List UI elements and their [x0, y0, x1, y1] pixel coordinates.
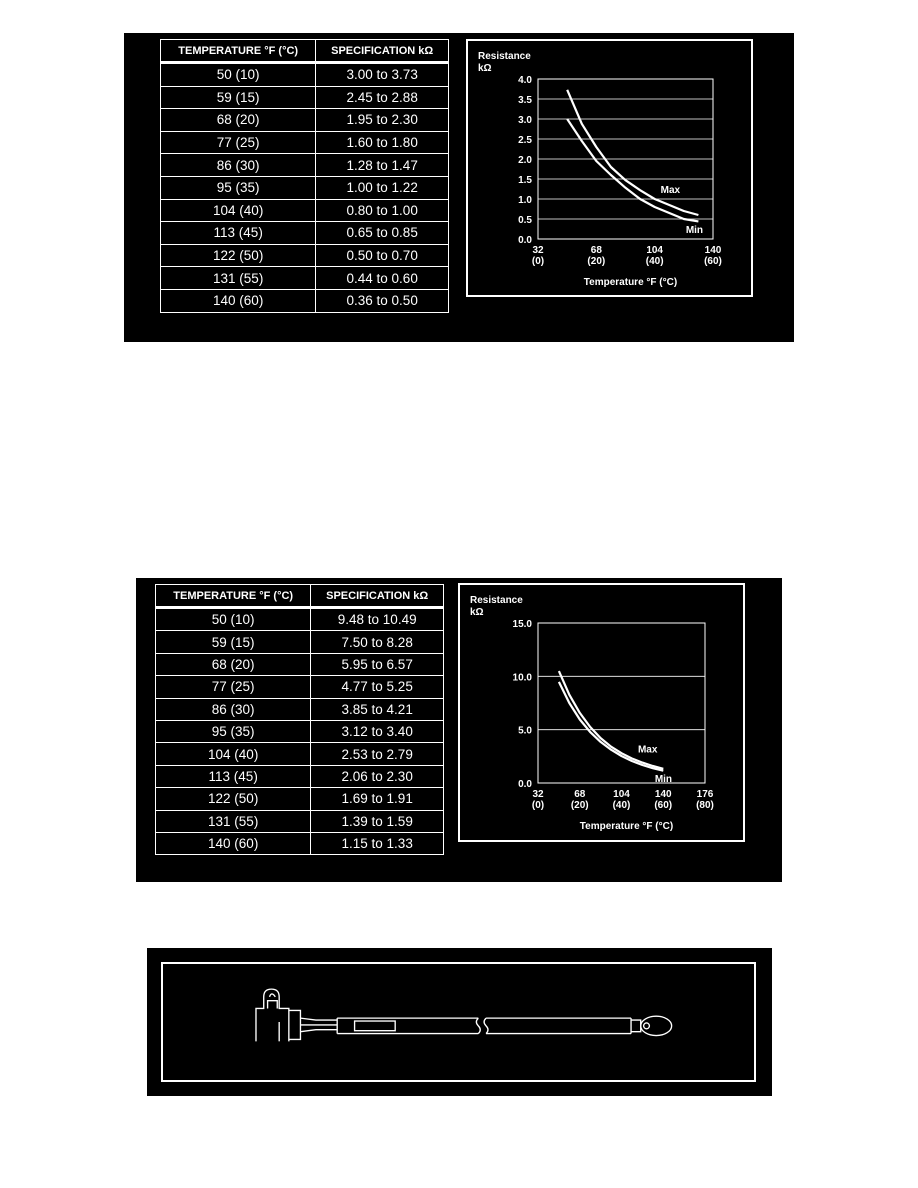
- temperature-cell: 59 (15): [161, 86, 316, 109]
- tube-break-left: [476, 1018, 480, 1033]
- sensor-tip-ring: [644, 1023, 650, 1029]
- x-tick-sublabel: (20): [587, 256, 606, 267]
- sensor-illustration-panel: [147, 948, 772, 1096]
- specification-cell: 1.15 to 1.33: [311, 832, 444, 854]
- connector-clip-icon: [270, 994, 276, 997]
- y-tick-label: 10.0: [512, 672, 532, 684]
- y-tick-label: 5.0: [518, 725, 532, 737]
- x-axis-label: Temperature °F (°C): [579, 821, 674, 832]
- table-row: [161, 289, 449, 312]
- x-tick-sublabel: (60): [654, 800, 673, 811]
- specification-cell: 4.77 to 5.25: [311, 676, 444, 698]
- resistance-chart-svg-1: [468, 41, 751, 295]
- specification-cell: 2.06 to 2.30: [311, 765, 444, 787]
- table-row: [156, 631, 444, 653]
- table-row: [156, 698, 444, 720]
- specification-cell: 2.45 to 2.88: [316, 86, 449, 109]
- table-row: [156, 832, 444, 854]
- y-tick-label: 4.0: [518, 75, 532, 86]
- temperature-column-header: TEMPERATURE °F (°C): [161, 40, 316, 63]
- temperature-cell: 50 (10): [161, 63, 316, 87]
- connector-body: [289, 1010, 301, 1039]
- sensor-tube-right: [486, 1018, 631, 1033]
- temperature-cell: 86 (30): [156, 698, 311, 720]
- y-tick-label: 0.0: [518, 235, 532, 246]
- sensor-bulb-tip: [641, 1016, 672, 1035]
- sensor-spec-panel-2: [136, 578, 782, 882]
- y-tick-label: 3.5: [518, 95, 532, 106]
- y-tick-label: 3.0: [518, 115, 532, 126]
- lead-wires: [300, 1018, 337, 1032]
- specification-cell: 1.39 to 1.59: [311, 810, 444, 832]
- y-tick-label: 2.5: [518, 135, 532, 146]
- sensor-label-plate: [355, 1021, 396, 1031]
- spec-table-1: [160, 39, 449, 313]
- specification-cell: 7.50 to 8.28: [311, 631, 444, 653]
- specification-column-header: SPECIFICATION kΩ: [316, 40, 449, 63]
- specification-cell: 3.12 to 3.40: [311, 720, 444, 742]
- temperature-cell: 86 (30): [161, 154, 316, 177]
- series-line-max: [567, 90, 698, 215]
- temperature-sensor-illustration: [163, 964, 754, 1080]
- series-label-min: Min: [685, 225, 704, 236]
- temperature-cell: 68 (20): [156, 653, 311, 675]
- temperature-cell: 122 (50): [161, 244, 316, 267]
- specification-cell: 0.44 to 0.60: [316, 267, 449, 290]
- resistance-chart-1: [466, 39, 753, 297]
- specification-cell: 2.53 to 2.79: [311, 743, 444, 765]
- specification-cell: 0.80 to 1.00: [316, 199, 449, 222]
- table-row: [161, 222, 449, 245]
- x-tick-label: 176: [696, 789, 714, 800]
- temperature-cell: 104 (40): [161, 199, 316, 222]
- table-row: [161, 199, 449, 222]
- tube-break-right: [484, 1018, 488, 1033]
- table-row: [156, 743, 444, 765]
- table-row: [156, 765, 444, 787]
- specification-column-header: SPECIFICATION kΩ: [311, 585, 444, 608]
- sensor-illustration-frame: [161, 962, 756, 1082]
- specification-cell: 5.95 to 6.57: [311, 653, 444, 675]
- temperature-cell: 50 (10): [156, 608, 311, 631]
- y-tick-label: 1.0: [518, 195, 532, 206]
- series-label-max: Max: [660, 185, 681, 196]
- table-row: [156, 653, 444, 675]
- resistance-chart-svg-2: [460, 585, 743, 840]
- connector-housing: [256, 989, 289, 1041]
- x-tick-sublabel: (0): [531, 800, 545, 811]
- specification-cell: 3.00 to 3.73: [316, 63, 449, 87]
- table-row: [156, 676, 444, 698]
- x-tick-label: 32: [532, 789, 544, 800]
- x-tick-label: 32: [532, 245, 544, 256]
- x-tick-label: 104: [646, 245, 664, 256]
- y-tick-label: 0.0: [518, 779, 532, 790]
- table-row: [161, 63, 449, 87]
- y-tick-label: 2.0: [518, 155, 532, 166]
- y-tick-label: 15.0: [512, 619, 532, 630]
- spec-table-2: [155, 584, 444, 855]
- x-tick-label: 104: [613, 789, 630, 800]
- table-row: [156, 810, 444, 832]
- x-tick-label: 68: [574, 789, 586, 800]
- temperature-cell: 68 (20): [161, 109, 316, 132]
- specification-cell: 3.85 to 4.21: [311, 698, 444, 720]
- temperature-cell: 95 (35): [161, 176, 316, 199]
- table-header-row: [161, 40, 449, 63]
- temperature-cell: 122 (50): [156, 788, 311, 810]
- table-row: [161, 176, 449, 199]
- x-tick-label: 68: [590, 245, 602, 256]
- temperature-cell: 113 (45): [156, 765, 311, 787]
- specification-cell: 1.95 to 2.30: [316, 109, 449, 132]
- temperature-cell: 104 (40): [156, 743, 311, 765]
- y-tick-label: 0.5: [518, 215, 532, 226]
- temperature-cell: 59 (15): [156, 631, 311, 653]
- series-line-min: [559, 682, 663, 771]
- x-axis-label: Temperature °F (°C): [583, 277, 678, 288]
- table-row: [161, 267, 449, 290]
- y-axis-unit: kΩ: [478, 63, 492, 74]
- table-header-row: [156, 585, 444, 608]
- temperature-column-header: TEMPERATURE °F (°C): [156, 585, 311, 608]
- specification-cell: 1.00 to 1.22: [316, 176, 449, 199]
- specification-cell: 9.48 to 10.49: [311, 608, 444, 631]
- table-row: [161, 154, 449, 177]
- sensor-spec-panel-1: [124, 33, 794, 342]
- x-tick-label: 140: [704, 245, 722, 256]
- x-tick-sublabel: (60): [704, 256, 722, 267]
- table-row: [161, 131, 449, 154]
- y-axis-unit: kΩ: [470, 607, 484, 618]
- temperature-cell: 131 (55): [156, 810, 311, 832]
- resistance-chart-2: [458, 583, 745, 842]
- temperature-cell: 77 (25): [156, 676, 311, 698]
- x-tick-label: 140: [654, 789, 672, 800]
- x-tick-sublabel: (0): [531, 256, 545, 267]
- table-row: [156, 720, 444, 742]
- temperature-cell: 140 (60): [156, 832, 311, 854]
- specification-cell: 1.28 to 1.47: [316, 154, 449, 177]
- y-tick-label: 1.5: [518, 175, 532, 186]
- temperature-cell: 113 (45): [161, 222, 316, 245]
- temperature-cell: 77 (25): [161, 131, 316, 154]
- table-row: [156, 608, 444, 631]
- specification-cell: 1.69 to 1.91: [311, 788, 444, 810]
- specification-cell: 0.50 to 0.70: [316, 244, 449, 267]
- x-tick-sublabel: (80): [696, 800, 714, 811]
- table-row: [156, 788, 444, 810]
- y-axis-label: Resistance: [478, 51, 531, 62]
- specification-cell: 0.36 to 0.50: [316, 289, 449, 312]
- sensor-collar: [631, 1020, 641, 1032]
- table-row: [161, 109, 449, 132]
- plot-frame: [538, 623, 705, 786]
- table-row: [161, 86, 449, 109]
- connector-latch: [268, 1001, 278, 1009]
- temperature-cell: 131 (55): [161, 267, 316, 290]
- specification-cell: 0.65 to 0.85: [316, 222, 449, 245]
- series-line-min: [567, 119, 698, 221]
- x-tick-sublabel: (40): [612, 800, 631, 811]
- temperature-cell: 95 (35): [156, 720, 311, 742]
- series-label-max: Max: [637, 744, 658, 756]
- series-label-min: Min: [654, 774, 673, 786]
- table-row: [161, 244, 449, 267]
- x-tick-sublabel: (20): [570, 800, 589, 811]
- specification-cell: 1.60 to 1.80: [316, 131, 449, 154]
- y-axis-label: Resistance: [470, 595, 523, 606]
- x-tick-sublabel: (40): [645, 256, 664, 267]
- temperature-cell: 140 (60): [161, 289, 316, 312]
